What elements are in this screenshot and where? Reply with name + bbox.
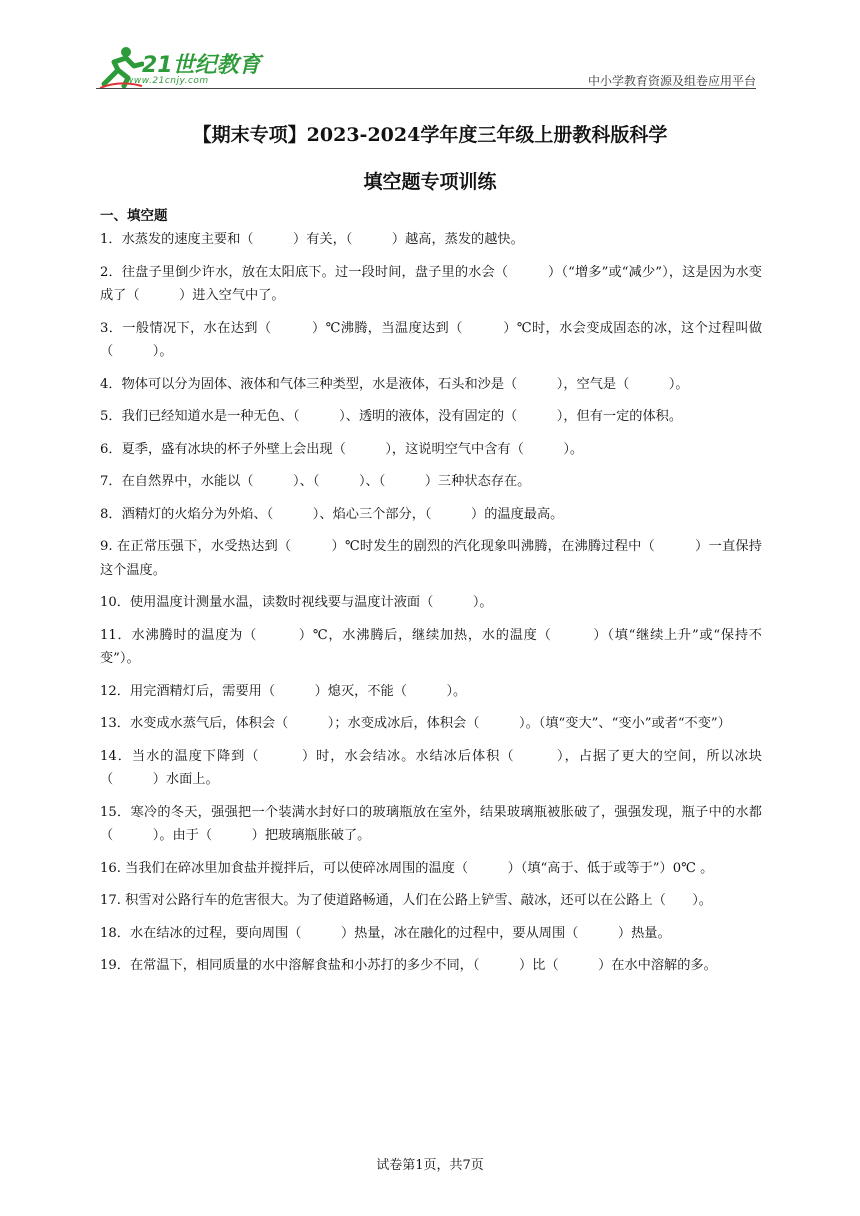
question-14: 14．当水的温度下降到（ ）时，水会结冰。水结冰后体积（ ），占据了更大的空间，所以冰块（ ）水面上。	[100, 748, 762, 787]
question-10: 10．使用温度计测量水温，读数时视线要与温度计液面（ ）。	[100, 595, 493, 610]
page-footer: 试卷第1页，共7页	[376, 1158, 484, 1173]
logo	[96, 42, 286, 92]
question-list	[100, 228, 762, 987]
question-16: 16. 当我们在碎冰里加食盐并搅拌后，可以使碎冰周围的温度（ ）（填“高于、低于或等于”）0℃ 。	[100, 860, 714, 876]
question-17: 17. 积雪对公路行车的危害很大。为了使道路畅通，人们在公路上铲雪、敲冰，还可以在公路上（ ）。	[100, 893, 712, 908]
question-12: 12．用完酒精灯后，需要用（ ）熄灭，不能（ ）。	[100, 683, 467, 699]
section-heading: 一、填空题	[100, 208, 168, 224]
question-1: 1．水蒸发的速度主要和（ ）有关，（ ）越高，蒸发的越快。	[100, 232, 524, 247]
question-5: 5．我们已经知道水是一种无色、（ ）、透明的液体，没有固定的（ ），但有一定的体积。	[100, 409, 683, 424]
question-4: 4．物体可以分为固体、液体和气体三种类型，水是液体，石头和沙是（ ），空气是（ ）。	[100, 376, 689, 392]
question-18: 18．水在结冰的过程，要向周围（ ）热量，冰在融化的过程中，要从周围（ ）热量。	[100, 925, 671, 941]
question-19: 19．在常温下，相同质量的水中溶解食盐和小苏打的多少不同，（ ）比（ ）在水中溶解的多。	[100, 958, 717, 973]
header-divider	[96, 88, 756, 89]
question-2: 2．往盘子里倒少许水，放在太阳底下。过一段时间，盘子里的水会（ ）（“增多”或“减少”），这是因为水变成了（ ）进入空气中了。	[100, 264, 762, 303]
question-3: 3．一般情况下，水在达到（ ）℃沸腾，当温度达到（ ）℃时，水会变成固态的冰，这个过程叫做（ ）。	[100, 320, 762, 359]
page-title: 【期末专项】2023-2024学年度三年级上册教科版科学	[192, 124, 668, 146]
logo-url: www.21cnjy.com	[126, 76, 209, 86]
question-15: 15．寒冷的冬天，强强把一个装满水封好口的玻璃瓶放在室外，结果玻璃瓶被胀破了，强强发现，瓶子中的水都（ ）。由于（ ）把玻璃瓶胀破了。	[100, 804, 762, 843]
platform-label: 中小学教育资源及组卷应用平台	[587, 74, 756, 88]
question-13: 13．水变成水蒸气后，体积会（ ）；水变成冰后，体积会（ ）。（填“变大”、“变小”或者“不变”）	[100, 716, 731, 731]
question-6: 6．夏季，盛有冰块的杯子外壁上会出现（ ），这说明空气中含有（ ）。	[100, 441, 584, 457]
question-11: 11．水沸腾时的温度为（ ）℃，水沸腾后，继续加热，水的温度（ ）（填“继续上升”或“保持不变”）。	[100, 627, 762, 666]
question-8: 8．酒精灯的火焰分为外焰、（ ）、焰心三个部分，（ ）的温度最高。	[100, 506, 564, 522]
page-subtitle: 填空题专项训练	[363, 171, 497, 193]
page-header	[96, 42, 756, 92]
logo-text: 21世纪教育	[142, 53, 261, 78]
question-9: 9. 在正常压强下，水受热达到（ ）℃时发生的剧烈的汽化现象叫沸腾，在沸腾过程中（ ）一直保持这个温度。	[100, 539, 762, 578]
question-7: 7．在自然界中，水能以（ ）、（ ）、（ ）三种状态存在。	[100, 474, 531, 489]
